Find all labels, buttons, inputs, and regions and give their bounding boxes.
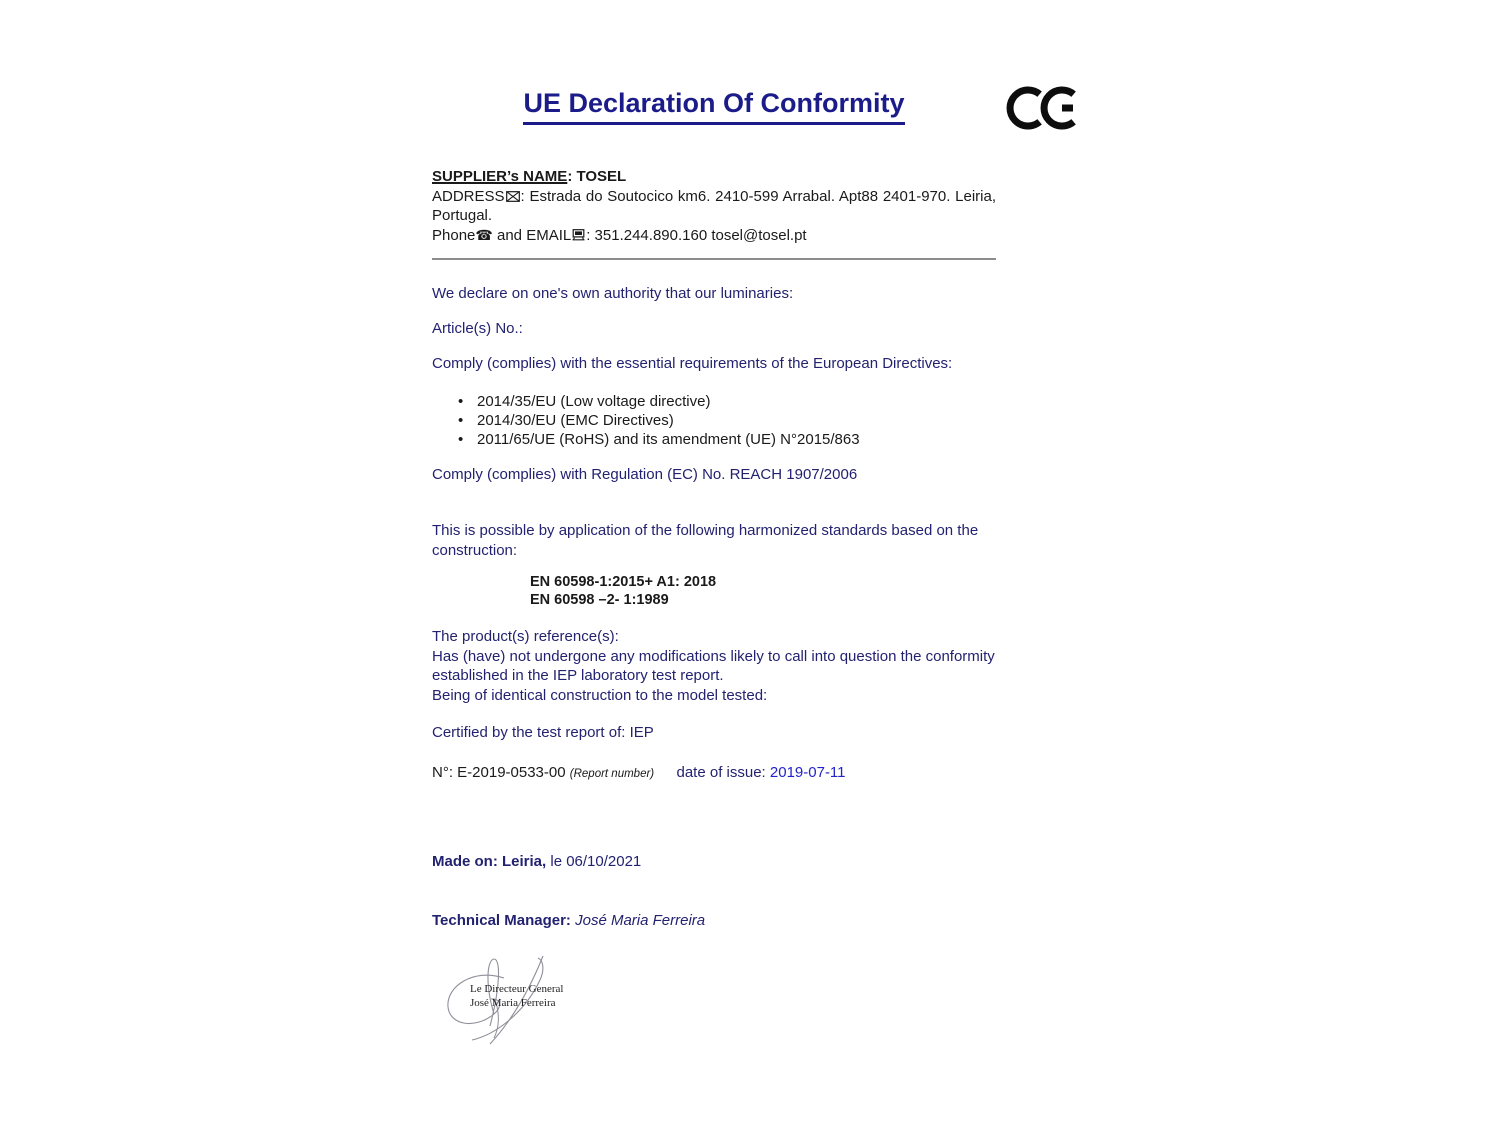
and-email-label: and EMAIL (492, 226, 572, 244)
no-modifications-text: Has (have) not undergone any modifications likely to call into question the conformity established in the IEP laboratory test report. (432, 647, 995, 684)
issue-date-value: 2019-07-11 (769, 763, 846, 781)
product-reference-label: The product(s) reference(s): (432, 628, 619, 645)
page-title: UE Declaration Of Conformity (523, 86, 904, 125)
issue-date-label: date of issue: (676, 763, 766, 781)
ce-mark-icon (1006, 84, 1084, 132)
computer-icon (572, 229, 585, 241)
standards-list (432, 574, 996, 609)
bullet-icon (432, 411, 477, 430)
phone-label: Phone (432, 226, 476, 244)
supplier-address-line (432, 187, 996, 226)
harmonized-intro: This is possible by application of the following harmonized standards based on the construction: (432, 522, 979, 559)
made-on-line (432, 852, 996, 872)
articles-no-label: Article(s) No.: (432, 319, 523, 337)
supplier-name-value: TOSEL (576, 168, 627, 185)
identical-construction-text: Being of identical construction to the model tested: (432, 686, 768, 704)
supplier-block (432, 167, 996, 245)
comply-directives-statement: Comply (complies) with the essential requirements of the European Directives: (432, 355, 953, 372)
product-reference-block (432, 627, 996, 705)
phone-icon: ☎ (475, 226, 493, 243)
directive-text: 2014/30/EU (EMC Directives) (477, 411, 674, 429)
signature-block (442, 952, 617, 1070)
envelope-icon (506, 191, 520, 202)
standard-text: EN 60598 –2- 1:1989 (530, 591, 669, 608)
declaration-statement: We declare on one's own authority that our luminaries: (432, 285, 794, 302)
report-number: N°: E-2019-0533-00 (432, 763, 566, 781)
list-item (432, 392, 996, 411)
report-number-line (432, 763, 996, 785)
technical-manager-label: Technical Manager: (432, 911, 571, 929)
signature-name: José Maria Ferreira (470, 996, 556, 1009)
directives-list (432, 392, 996, 449)
standard-text: EN 60598-1:2015+ A1: 2018 (530, 574, 717, 590)
certified-by-line: Certified by the test report of: IEP (432, 724, 654, 741)
list-item (432, 411, 996, 430)
supplier-name-label: SUPPLIER’s NAME (432, 168, 568, 185)
section-divider (432, 258, 996, 260)
contact-value: : 351.244.890.160 tosel@tosel.pt (586, 226, 807, 244)
directive-text: 2011/65/UE (RoHS) and its amendment (UE) N°2015/863 (477, 430, 860, 448)
report-number-note: (Report number) (569, 767, 655, 780)
made-on-label: Made on: Leiria, (432, 853, 547, 870)
bullet-icon (432, 430, 477, 449)
signature-title: Le Directeur General (470, 983, 564, 995)
address-value: : Estrada do Soutocico km6. 2410-599 Arrabal. Apt88 2401-970. Leiria, Portugal. (432, 187, 996, 224)
supplier-name-sep: : (567, 168, 577, 185)
supplier-contact-line (432, 226, 996, 246)
directive-text: 2014/35/EU (Low voltage directive) (477, 392, 711, 410)
address-label: ADDRESS (432, 187, 505, 205)
comply-reach-statement: Comply (complies) with Regulation (EC) No. REACH 1907/2006 (432, 465, 858, 483)
ce-mark-logo (1006, 84, 1084, 137)
document-body (432, 0, 996, 1070)
signature-scribble-icon (442, 952, 617, 1070)
technical-manager-name: José Maria Ferreira (570, 911, 706, 929)
technical-manager-line (432, 911, 996, 931)
bullet-icon (432, 392, 477, 411)
signature-caption (470, 983, 563, 1010)
list-item (432, 430, 996, 449)
made-on-value: le 06/10/2021 (546, 853, 642, 870)
